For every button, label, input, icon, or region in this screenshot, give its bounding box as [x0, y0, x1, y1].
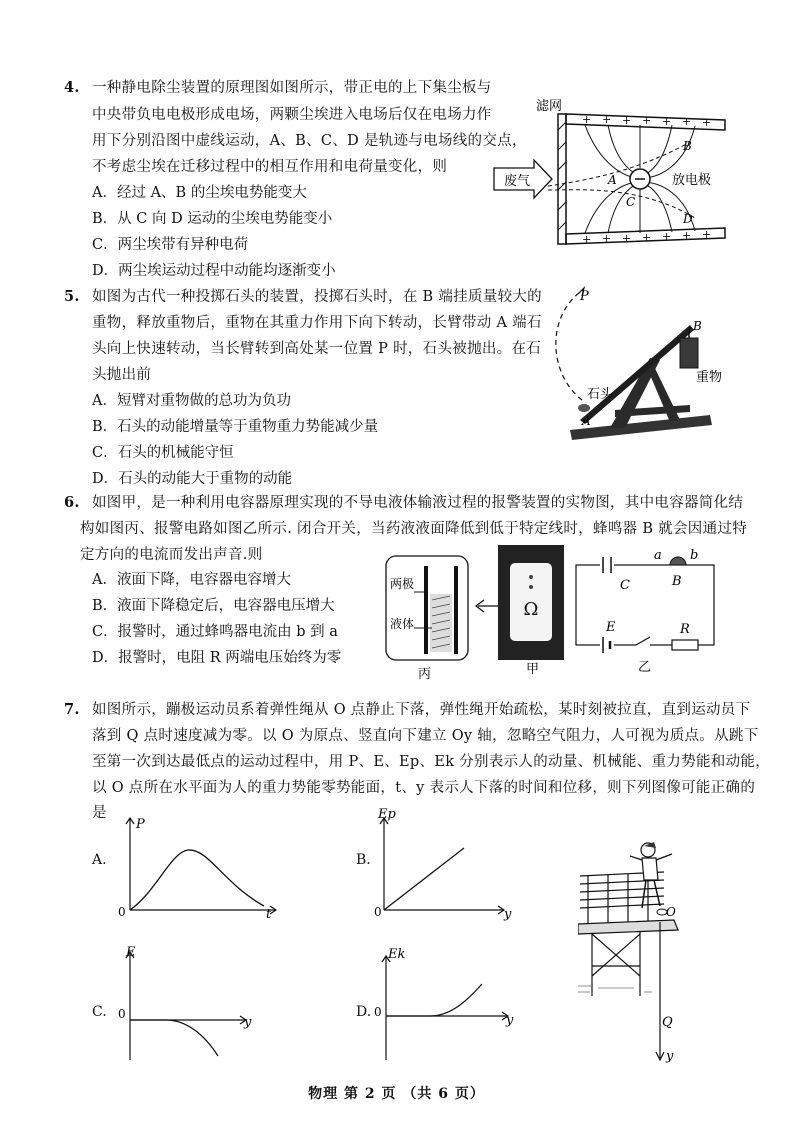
alarm-circuit-figure-yi	[572, 543, 722, 677]
electrode-label: 放电极	[672, 173, 712, 188]
point-q: Q	[662, 1015, 673, 1030]
question-number: 4.	[64, 79, 80, 96]
option-c: C．石头的机械能守恒	[92, 445, 234, 461]
x-axis-label: t	[266, 907, 272, 922]
svg-text:+: +	[702, 116, 712, 129]
question-number: 5.	[64, 288, 80, 305]
svg-text:+: +	[682, 115, 692, 128]
svg-text:+: +	[582, 113, 592, 126]
terminal-b: b	[690, 548, 699, 563]
question-text: 至第一次到达最低点的运动过程中，用 P、E、Ep、Ek 分别表示人的动量、机械能、重力势能和动能，	[92, 754, 770, 770]
dust-collector-figure	[490, 90, 730, 250]
question-text: 构如图丙、报警电路如图乙所示. 闭合开关，当药液液面降低到低于特定线时，蜂鸣器 B 就会因通过特	[80, 521, 747, 537]
option-b: B．液面下降稳定后，电容器电压增大	[92, 598, 335, 614]
y-axis-label: E	[126, 945, 136, 960]
graph-d	[356, 944, 516, 1064]
question-text: 一种静电除尘装置的原理图如图所示，带正电的上下集尘板与	[92, 80, 492, 96]
svg-text:+: +	[682, 229, 692, 242]
stone-label: 石头	[587, 387, 614, 402]
option-d: D．两尘埃运动过程中动能均逐渐变小	[92, 263, 336, 279]
point-c: C	[626, 195, 636, 209]
question-text: 以 O 点所在水平面为人的重力势能零势能面，t、y 表示人下落的时间和位移，则下列图像可能正确的	[92, 780, 756, 796]
plates-label: 两极	[390, 577, 415, 591]
option-c: C．报警时，通过蜂鸣器电流由 b 到 a	[92, 624, 338, 640]
question-text: 如图甲，是一种利用电容器原理实现的不导电液体输液过程的报警装置的实物图，其中电容器简化结	[92, 495, 744, 511]
filter-label: 滤网	[536, 99, 563, 114]
terminal-a: a	[654, 548, 662, 563]
origin-label: 0	[118, 905, 126, 919]
option-b: B．从 C 向 D 运动的尘埃电势能变小	[92, 211, 333, 227]
origin-label: 0	[118, 1007, 126, 1021]
x-axis-label: y	[244, 1015, 252, 1030]
battery-label: E	[606, 620, 616, 635]
svg-text:+: +	[642, 231, 652, 244]
question-text: 不考虑尘埃在迁移过程中的相互作用和电荷量变化，则	[92, 159, 448, 175]
graph-d-plot	[374, 944, 516, 1064]
option-d: D．石头的动能大于重物的动能	[92, 471, 293, 487]
graph-b	[356, 808, 516, 922]
point-d: D	[683, 212, 693, 226]
gas-label: 废气	[504, 174, 531, 189]
origin-label: 0	[374, 1005, 382, 1019]
svg-text:+: +	[702, 228, 712, 241]
option-a: A．短臂对重物做的总功为负功	[92, 393, 291, 409]
option-label: D.	[356, 1004, 372, 1020]
y-axis-label: Ek	[388, 947, 406, 962]
trebuchet-figure	[530, 280, 730, 450]
option-label: B.	[356, 852, 371, 868]
buzzer-label: B	[672, 574, 682, 589]
question-text: 重物，释放重物后，重物在其重力作用下向下转动，长臂带动 A 端石	[92, 315, 542, 331]
option-b: B．石头的动能增量等于重物重力势能减少量	[92, 419, 379, 435]
graph-c-plot	[116, 944, 272, 1064]
svg-text:+: +	[642, 114, 652, 127]
question-text: 落到 Q 点时速度减为零。以 O 为原点、竖直向下建立 Oy 轴，忽略空气阻力，人可视为质点。从跳下	[92, 728, 759, 744]
svg-text:+: +	[662, 115, 672, 128]
question-text: 如图为古代一种投掷石头的装置，投掷石头时，在 B 端挂质量较大的	[92, 289, 542, 305]
option-label: C.	[92, 1004, 107, 1020]
y-axis-label: P	[136, 817, 145, 832]
point-a: A	[582, 414, 591, 428]
question-text: 中央带负电电极形成电场，两颗尘埃进入电场后仅在电场力作	[92, 107, 492, 123]
origin-label: 0	[374, 905, 382, 919]
capacitor-label: C	[620, 578, 630, 593]
point-o: O	[666, 905, 676, 919]
svg-text:+: +	[582, 233, 592, 246]
option-a: A．液面下降，电容器电容增大	[92, 572, 291, 588]
question-text: 如图所示，蹦极运动员系着弹性绳从 O 点静止下落，弹性绳开始疏松，某时刻被拉直，直到运动员下	[92, 702, 751, 718]
y-axis-label: y	[666, 1049, 674, 1064]
weight-label: 重物	[696, 370, 723, 385]
svg-text:+: +	[602, 113, 612, 126]
option-label: A.	[92, 852, 107, 868]
question-text: 头向上快速转动，当长臂转到高处某一位置 P 时，石头被抛出。在石	[92, 341, 542, 357]
liquid-label: 液体	[390, 617, 415, 631]
figure-jia-label: 甲	[526, 662, 540, 677]
graph-b-plot	[374, 808, 516, 922]
graph-a	[92, 812, 282, 922]
point-a: A	[608, 173, 617, 187]
question-text: 是	[92, 805, 107, 821]
x-axis-label: y	[506, 1013, 514, 1028]
svg-text:+: +	[602, 232, 612, 245]
svg-text:+: +	[622, 232, 632, 245]
option-d: D．报警时，电阻 R 两端电压始终为零	[92, 650, 342, 666]
capacitor-figure-bing	[384, 554, 470, 684]
page-footer: 物理 第 2 页 （共 6 页）	[308, 1086, 485, 1102]
question-text: 头抛出前	[92, 367, 152, 383]
omega-symbol: Ω	[523, 599, 539, 620]
question-text: 定方向的电流而发出声音.则	[80, 547, 263, 563]
figure-yi-label: 乙	[638, 660, 652, 675]
question-number: 6.	[64, 494, 80, 511]
point-p: P	[580, 289, 589, 304]
option-a: A．经过 A、B 的尘埃电势能变大	[92, 185, 307, 201]
bungee-jump-figure	[578, 836, 728, 1066]
y-axis-label: Ep	[378, 808, 396, 822]
svg-text:+: +	[622, 114, 632, 127]
figure-bing-label: 丙	[418, 667, 432, 682]
graph-a-plot	[116, 812, 282, 922]
graph-c	[92, 944, 272, 1064]
svg-text:+: +	[662, 230, 672, 243]
option-c: C．两尘埃带有异种电荷	[92, 237, 249, 253]
point-b: B	[683, 139, 692, 153]
x-axis-label: y	[504, 907, 512, 922]
question-number: 7.	[64, 701, 80, 718]
point-b: B	[693, 319, 702, 333]
alarm-device-figure-jia	[496, 543, 568, 677]
resistor-label: R	[680, 622, 690, 637]
question-text: 用下分别沿图中虚线运动，A、B、C、D 是轨迹与电场线的交点，	[92, 133, 527, 149]
